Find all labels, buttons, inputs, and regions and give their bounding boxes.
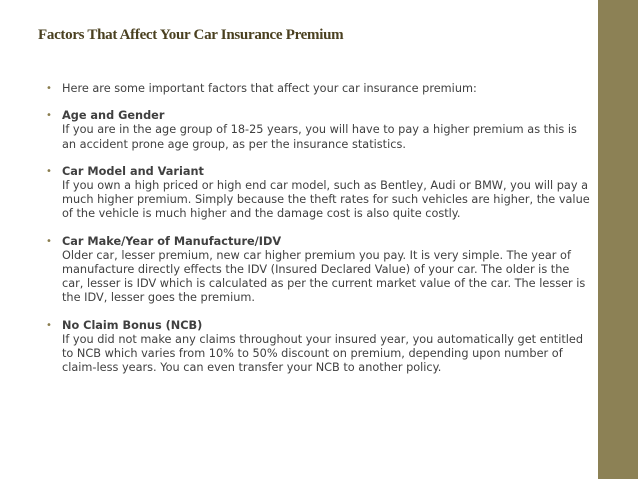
factor-heading: Age and Gender <box>62 109 165 123</box>
factor-age-gender <box>46 109 591 152</box>
intro-text: Here are some important factors that affect your car insurance premium: <box>62 82 477 95</box>
bullet-icon: • <box>46 319 52 331</box>
bullet-list <box>46 82 591 375</box>
decorative-side-bar <box>598 0 638 479</box>
factor-text: Older car, lesser premium, new car higher premium you pay. It is very simple. The year of manufacture directly effects the IDV (Insured Declared Value) of your car. The older is the car, lesser is IDV which is calculated as per the current market value of the car. The lesser is the IDV, lesser goes the premium. <box>62 248 586 305</box>
bullet-icon: • <box>46 110 52 122</box>
factor-heading: No Claim Bonus (NCB) <box>62 318 203 332</box>
factor-text: If you own a high priced or high end car model, such as Bentley, Audi or BMW, you will pay a much higher premium. Simply because the theft rates for such vehicles are higher, the value of the vehicle is much higher and the damage cost is also quite costly. <box>62 179 590 221</box>
factor-heading: Car Model and Variant <box>62 164 204 178</box>
factor-text: If you are in the age group of 18-25 years, you will have to pay a higher premium as this is an accident prone age group, as per the insurance statistics. <box>62 123 577 151</box>
bullet-icon: • <box>46 235 52 247</box>
factor-heading: Car Make/Year of Manufacture/IDV <box>62 234 282 248</box>
bullet-icon: • <box>46 83 52 94</box>
factor-ncb <box>46 319 591 376</box>
factor-car-make-year <box>46 235 591 306</box>
factor-text: If you did not make any claims throughout your insured year, you automatically get entitled to NCB which varies from 10% to 50% discount on premium, depending upon number of claim-less years. You can even transfer your NCB to another policy. <box>62 332 584 375</box>
intro-item <box>46 82 591 96</box>
factor-car-model <box>46 165 591 222</box>
bullet-icon: • <box>46 165 52 177</box>
slide-title: Factors That Affect Your Car Insurance Premium <box>38 27 344 43</box>
